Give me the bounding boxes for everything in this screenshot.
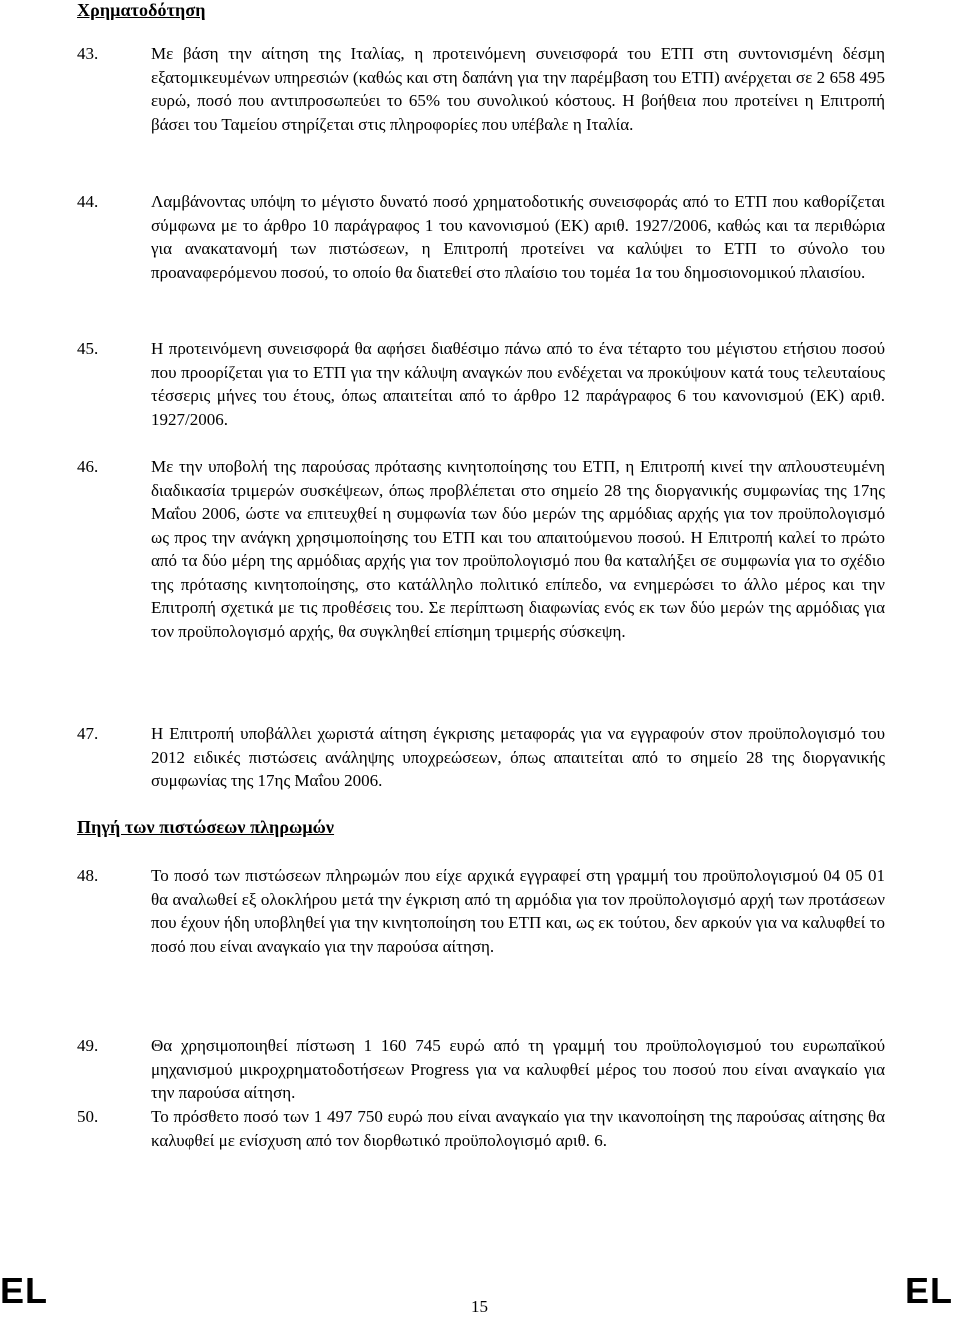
paragraph-number: 47. (77, 724, 99, 743)
paragraph-text: Το πρόσθετο ποσό των 1 497 750 ευρώ που είναι αναγκαίο για την ικανοποίηση της παρούσας αίτησης θα καλυφθεί με ενίσχυση από τον διορθωτικό προϋπολογισμό αριθ. 6. (151, 1107, 885, 1150)
paragraph-number: 49. (77, 1036, 99, 1055)
paragraph-text: Η προτεινόμενη συνεισφορά θα αφήσει διαθέσιμο πάνω από το ένα τέταρτο του μέγιστου ετήσιου ποσού που προορίζεται για το ΕΤΠ για την κάλυψη αναγκών που ενδέχεται να προκύψουν κατά τους τελευταίους τέσσερις μήνες του έτους, όπως απαιτείται από το άρθρο 12 παράγραφος 6 του κανονισμού (ΕΚ) αριθ. 1927/2006. (151, 339, 885, 429)
paragraph-text: Θα χρησιμοποιηθεί πίστωση 1 160 745 ευρώ από τη γραμμή του προϋπολογισμού του ευρωπαϊκού μηχανισμού μικροχρηματοδοτήσεων Progress για να καλυφθεί μέρος του ποσού που είναι αναγκαίο για την παρούσα αίτηση. (151, 1036, 885, 1102)
paragraph-44 (77, 190, 885, 284)
paragraph-47 (77, 722, 885, 793)
paragraph-number: 45. (77, 339, 99, 358)
footer-language-left: EL (0, 1270, 49, 1311)
paragraph-49 (77, 1034, 885, 1105)
page-number: 15 (471, 1297, 488, 1316)
section-heading-payment-source: Πηγή των πιστώσεων πληρωμών (77, 817, 335, 837)
section-heading-financing: Χρηματοδότηση (77, 0, 206, 20)
paragraph-number: 43. (77, 44, 99, 63)
paragraph-43 (77, 42, 885, 136)
paragraph-text: Με την υποβολή της παρούσας πρότασης κινητοποίησης του ΕΤΠ, η Επιτροπή κινεί την απλουστευμένη διαδικασία τριμερών συσκέψεων, όπως προβλέπεται στο σημείο 28 της διοργανικής συμφωνίας της 17ης Μαΐου 2006, ώστε να επιτευχθεί η συμφωνία των δύο μερών της αρμόδιας αρχής για τον προϋπολογισμό ως προς την ανάγκη χρησιμοποίησης του ΕΤΠ και του απαιτούμενου ποσού. Η Επιτροπή καλεί το πρώτο από τα δύο μέρη της αρμόδιας αρχής για τον προϋπολογισμό που θα καταλήξει σε συμφωνία για το σχέδιο της πρότασης κινητοποίησης, στο κατάλληλο πολιτικό επίπεδο, να ενημερώσει το άλλο μέρος και την Επιτροπή σχετικά με τις προθέσεις του. Σε περίπτωση διαφωνίας ενός εκ των δύο μερών της αρμόδιας για τον προϋπολογισμό αρχής, θα συγκληθεί επίσημη τριμερής σύσκεψη. (151, 457, 885, 641)
paragraph-number: 44. (77, 192, 99, 211)
paragraph-50 (77, 1105, 885, 1152)
paragraph-number: 50. (77, 1107, 99, 1126)
paragraph-number: 46. (77, 457, 99, 476)
paragraph-45 (77, 337, 885, 431)
paragraph-text: Λαμβάνοντας υπόψη το μέγιστο δυνατό ποσό χρηματοδοτικής συνεισφοράς από το ΕΤΠ που καθορίζεται σύμφωνα με το άρθρο 10 παράγραφος 1 του κανονισμού (ΕΚ) αριθ. 1927/2006, καθώς και τα περιθώρια για ανακατανομή των πιστώσεων, η Επιτροπή προτείνει να καλύψει το ΕΤΠ το σύνολο του προαναφερόμενου ποσού, το οποίο θα διατεθεί στο πλαίσιο του τομέα 1α του δημοσιονομικού πλαισίου. (151, 192, 885, 282)
paragraph-text: Το ποσό των πιστώσεων πληρωμών που είχε αρχικά εγγραφεί στη γραμμή του προϋπολογισμού 04 05 01 θα αναλωθεί εξ ολοκλήρου μετά την έγκριση από τη αρμόδια για τον προϋπολογισμό αρχή των προτάσεων που έχουν ήδη υποβληθεί για την κινητοποίηση του ΕΤΠ και, ως εκ τούτου, δεν αρκούν για να καλυφθεί το ποσό που είναι αναγκαίο για την παρούσα αίτηση. (151, 866, 885, 956)
footer-language-right: EL (905, 1270, 954, 1311)
paragraph-number: 48. (77, 866, 99, 885)
paragraph-text: Η Επιτροπή υποβάλλει χωριστά αίτηση έγκρισης μεταφοράς για να εγγραφούν στον προϋπολογισμό του 2012 ειδικές πιστώσεις ανάληψης υποχρεώσεων, όπως απαιτείται από το σημείο 28 της διοργανικής συμφωνίας της 17ης Μαΐου 2006. (151, 724, 885, 790)
paragraph-48 (77, 864, 885, 958)
paragraph-text: Με βάση την αίτηση της Ιταλίας, η προτεινόμενη συνεισφορά του ΕΤΠ στη συντονισμένη δέσμη εξατομικευμένων υπηρεσιών (καθώς και στη δαπάνη για την παρέμβαση του ΕΤΠ) ανέρχεται σε 2 658 495 ευρώ, ποσό που αντιπροσωπεύει το 65% του συνολικού κόστους. Η βοήθεια που προτείνει η Επιτροπή βάσει του Ταμείου στηρίζεται στις πληροφορίες που υπέβαλε η Ιταλία. (151, 44, 885, 134)
paragraph-46 (77, 455, 885, 643)
